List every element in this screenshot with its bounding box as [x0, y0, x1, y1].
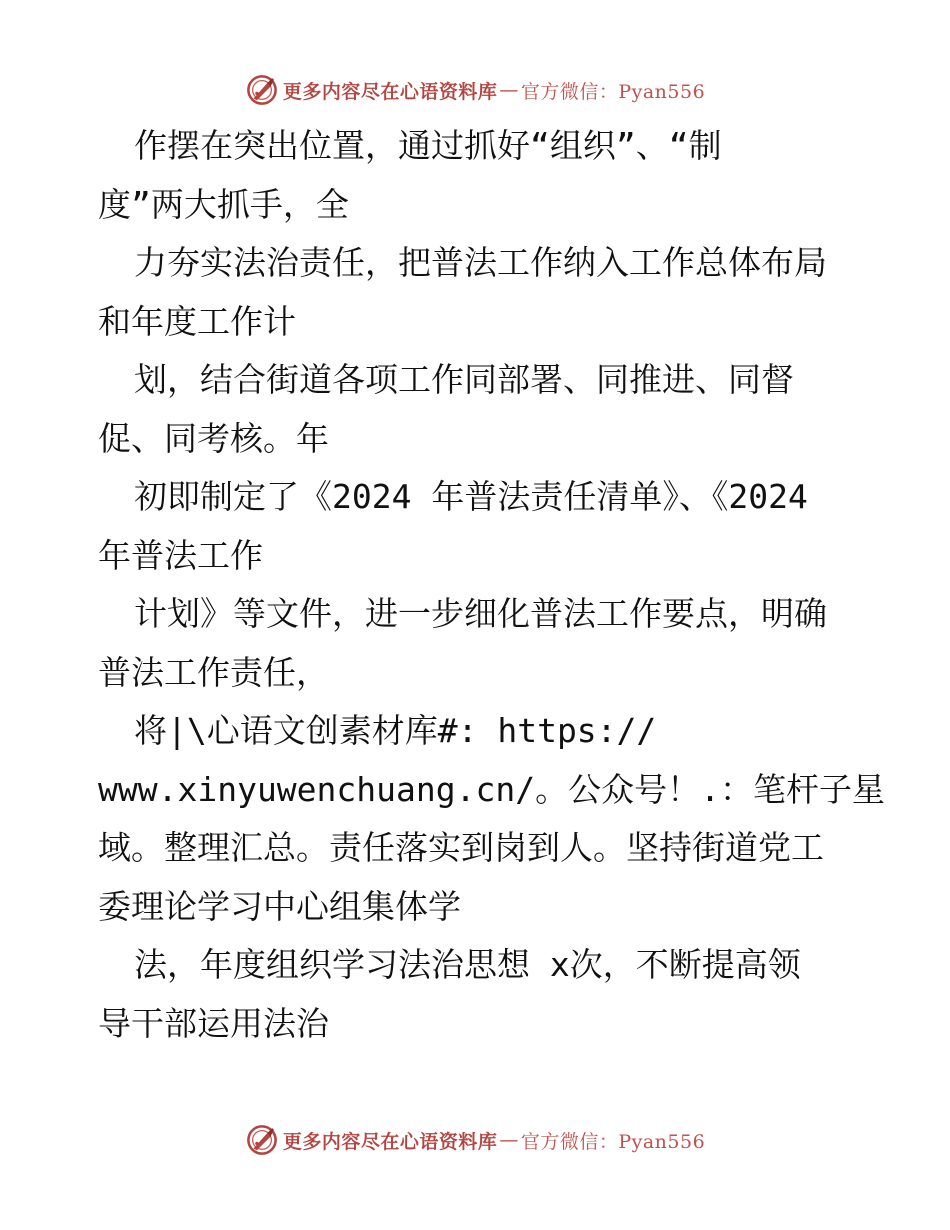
body-line: www.xinyuwenchuang.cn/。公众号！.：笔杆子星 — [98, 769, 885, 809]
body-line: 度”两大抓手，全 — [98, 184, 349, 224]
banner-separator: — — [499, 1129, 519, 1151]
body-line: 初即制定了《2024 年普法责任清单》、《2024 — [134, 477, 808, 516]
body-line: 作摆在突出位置，通过抓好“组织”、“制 — [134, 126, 722, 165]
document-body — [98, 117, 885, 1053]
banner-brand-text: 更多内容尽在心语资料库 — [282, 1130, 498, 1153]
body-line: 划，结合街道各项工作同部署、同推进、同督 — [134, 360, 794, 399]
body-line: 委理论学习中心组集体学 — [98, 886, 461, 926]
banner-contact-text: 官方微信：Pyan556 — [520, 80, 706, 103]
footer-banner — [0, 1120, 950, 1160]
header-banner — [0, 70, 950, 110]
body-line: 和年度工作计 — [98, 301, 296, 341]
body-line: 域。整理汇总。责任落实到岗到人。坚持街道党工 — [98, 828, 824, 867]
banner-contact-text: 官方微信：Pyan556 — [520, 1130, 706, 1153]
quill-pen-logo-icon — [245, 1123, 279, 1157]
body-line: 将|\心语文创素材库#: https:// — [134, 711, 657, 750]
body-line: 普法工作责任， — [98, 652, 329, 692]
body-line: 年普法工作 — [98, 535, 263, 575]
banner-brand-text: 更多内容尽在心语资料库 — [282, 80, 498, 103]
quill-pen-logo-icon — [245, 73, 279, 107]
banner-separator: — — [499, 79, 519, 101]
body-line: 导干部运用法治 — [98, 1003, 329, 1043]
body-line: 力夯实法治责任，把普法工作纳入工作总体布局 — [134, 243, 827, 282]
body-line: 计划》等文件，进一步细化普法工作要点，明确 — [134, 594, 827, 633]
body-line: 法，年度组织学习法治思想 x次，不断提高领 — [134, 945, 801, 984]
body-line: 促、同考核。年 — [98, 418, 329, 458]
